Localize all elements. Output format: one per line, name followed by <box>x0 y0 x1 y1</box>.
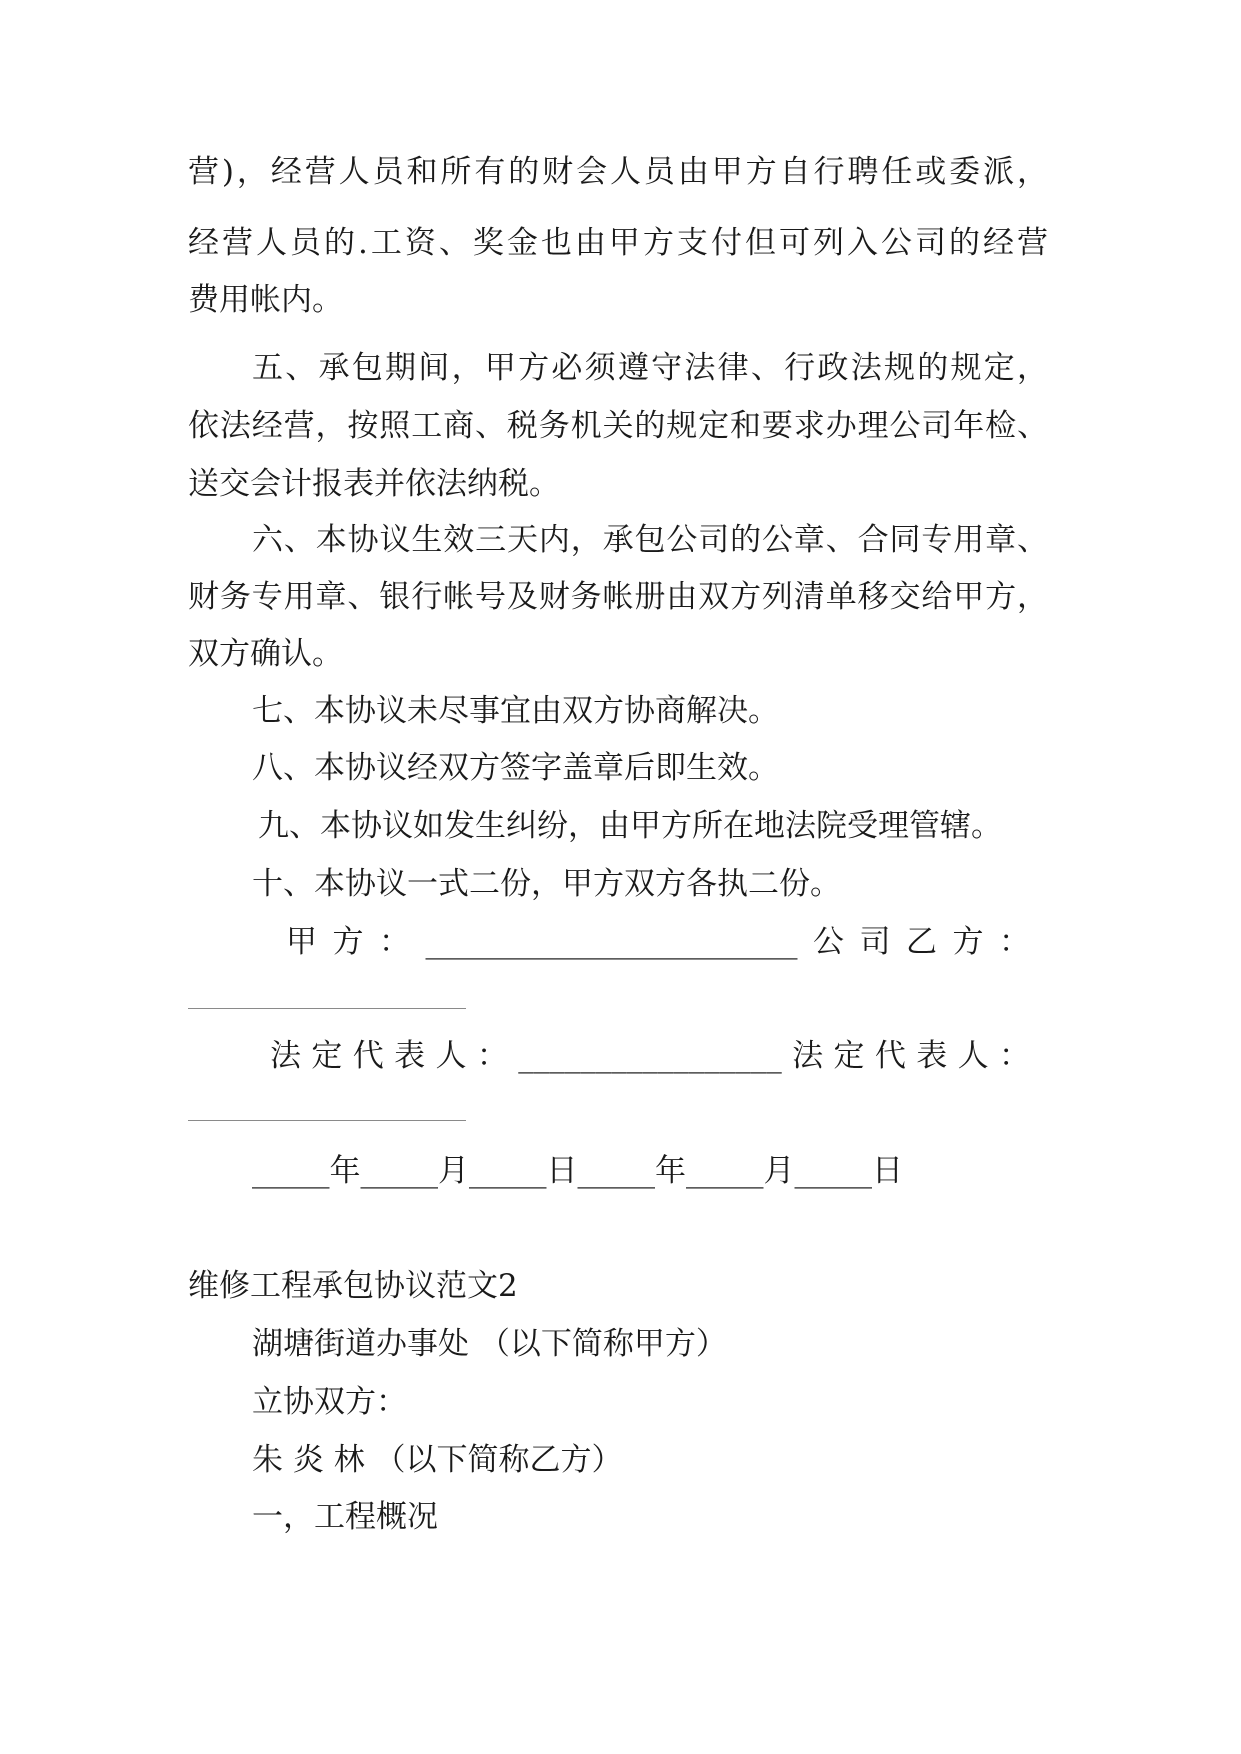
section-title: 维修工程承包协议范文2 <box>188 1268 518 1304</box>
clause-seven-line: 七、本协议未尽事宜由双方协商解决。 <box>252 693 779 729</box>
clause-nine-line: 九、本协议如发生纠纷，由甲方所在地法院受理管辖。 <box>258 808 1002 844</box>
clause-ten-line: 十、本协议一式二份，甲方双方各执二份。 <box>252 866 841 902</box>
signature-underline <box>188 1008 466 1009</box>
paragraph-line: 财务专用章、银行帐号及财务帐册由双方列清单移交给甲方， <box>188 579 1048 615</box>
project-overview-heading: 一，工程概况 <box>252 1499 438 1535</box>
clause-six-line: 六、本协议生效三天内，承包公司的公章、合同专用章、 <box>252 522 1048 558</box>
paragraph-line: 送交会计报表并依法纳税。 <box>188 466 560 502</box>
parties-label: 立协双方： <box>252 1384 407 1420</box>
clause-eight-line: 八、本协议经双方签字盖章后即生效。 <box>252 750 779 786</box>
paragraph-line: 经营人员的.工资、奖金也由甲方支付但可列入公司的经营 <box>188 225 1048 261</box>
signature-party-line: 甲方：________________________公司乙方： <box>286 924 1030 960</box>
paragraph-line: 费用帐内。 <box>188 282 343 318</box>
party-b-line: 朱 炎 林 （以下简称乙方） <box>252 1442 623 1478</box>
legal-representative-line: 法定代表人：_________________法定代表人： <box>270 1038 1030 1074</box>
paragraph-line: 双方确认。 <box>188 636 343 672</box>
signature-underline <box>188 1120 466 1121</box>
paragraph-line: 依法经营，按照工商、税务机关的规定和要求办理公司年检、 <box>188 408 1048 444</box>
party-a-line: 湖塘街道办事处 （以下简称甲方） <box>252 1326 727 1362</box>
date-line: _____年_____月_____日_____年_____月_____日 <box>252 1153 903 1189</box>
clause-five-line: 五、承包期间，甲方必须遵守法律、行政法规的规定， <box>252 350 1048 386</box>
paragraph-line: 营)，经营人员和所有的财会人员由甲方自行聘任或委派， <box>188 154 1048 190</box>
